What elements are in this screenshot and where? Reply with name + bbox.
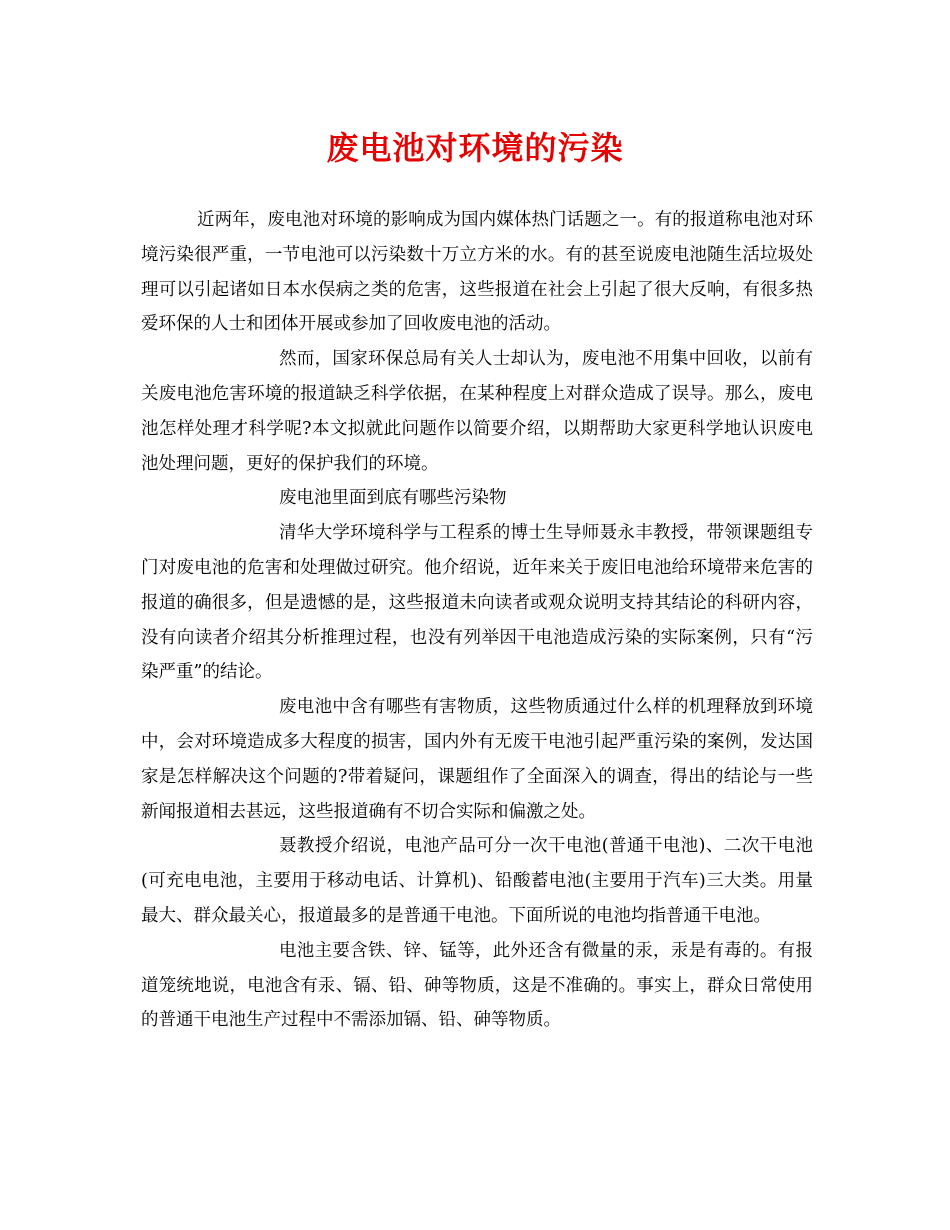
section-heading-pollutants: 废电池里面到底有哪些污染物 [279, 488, 507, 509]
paragraph-intro: 近两年，废电池对环境的影响成为国内媒体热门话题之一。有的报道称电池对环境污染很严重，一节电池可以污染数十万立方米的水。有的甚至说废电池随生活垃圾处理可以引起诸如日本水俣病之类的危害，这些报道在社会上引起了很大反响，有很多热爱环保的人士和团体开展或参加了回收废电池的活动。 [141, 210, 813, 335]
paragraph-tsinghua-research: 清华大学环境科学与工程系的博士生导师聂永丰教授，带领课题组专门对废电池的危害和处理做过研究。他介绍说，近年来关于废旧电池给环境带来危害的报道的确很多，但是遗憾的是，这些报道未向读者或观众说明支持其结论的科研内容，没有向读者介绍其分析推理过程，也没有列举因干电池造成污染的实际案例，只有“污染严重”的结论。 [141, 523, 813, 683]
paragraph-however: 然而，国家环保总局有关人士却认为，废电池不用集中回收，以前有关废电池危害环境的报道缺乏科学依据，在某种程度上对群众造成了误导。那么，废电池怎样处理才科学呢?本文拟就此问题作以简要介绍，以期帮助大家更科学地认识废电池处理问题，更好的保护我们的环境。 [141, 349, 813, 474]
paragraph-harmful-substances: 废电池中含有哪些有害物质，这些物质通过什么样的机理释放到环境中，会对环境造成多大程度的损害，国内外有无废干电池引起严重污染的案例，发达国家是怎样解决这个问题的?带着疑问，课题组作了全面深入的调查，得出的结论与一些新闻报道相去甚远，这些报道确有不切合实际和偏激之处。 [141, 697, 813, 822]
paragraph-battery-contents: 电池主要含铁、锌、锰等，此外还含有微量的汞，汞是有毒的。有报道笼统地说，电池含有汞、镉、铅、砷等物质，这是不准确的。事实上，群众日常使用的普通干电池生产过程中不需添加镉、铅、砷等物质。 [141, 940, 813, 1031]
document-title: 废电池对环境的污染 [326, 129, 624, 167]
paragraph-battery-types: 聂教授介绍说，电池产品可分一次干电池(普通干电池)、二次干电池(可充电电池，主要用于移动电话、计算机)、铅酸蓄电池(主要用于汽车)三大类。用量最大、群众最关心，报道最多的是普通干电池。下面所说的电池均指普通干电池。 [141, 836, 813, 926]
document-body [141, 203, 813, 1038]
